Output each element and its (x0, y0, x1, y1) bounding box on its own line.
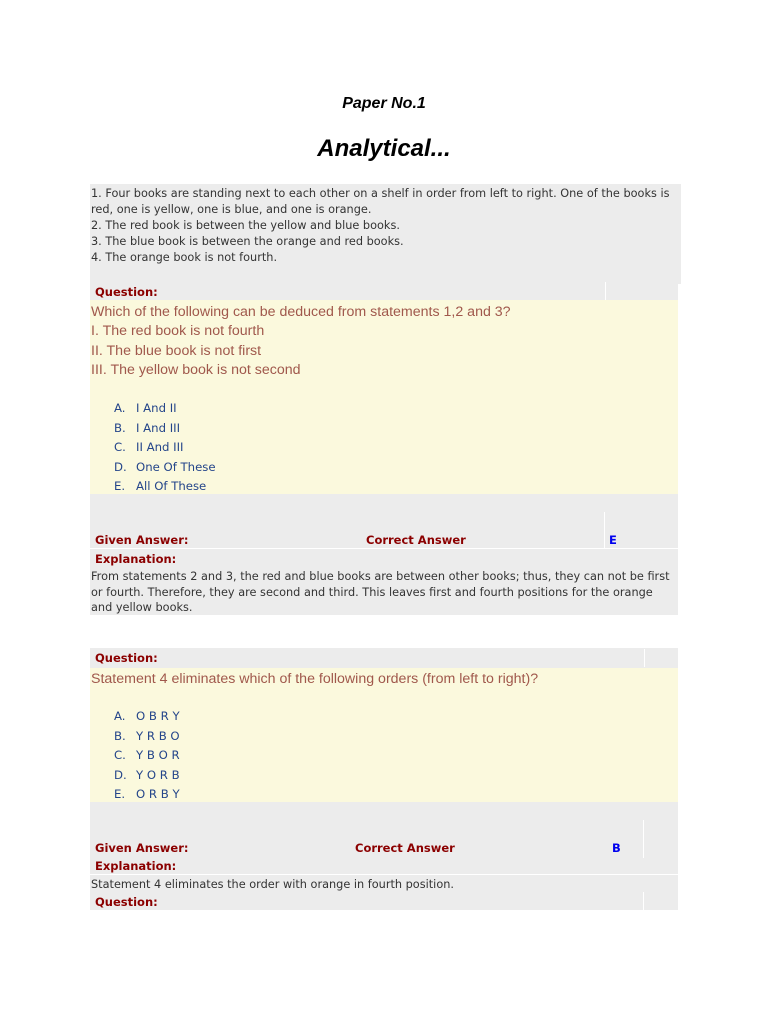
given-answer-label: Given Answer: (95, 533, 189, 547)
question-1-options (114, 399, 216, 497)
question-2-header (90, 648, 678, 668)
option-text: I And II (136, 401, 177, 415)
option-text: All Of These (136, 479, 207, 493)
question-3-label: Question: (95, 895, 158, 909)
column-divider (644, 649, 645, 667)
explanation-line: or fourth. Therefore, they are second and third. This leaves first and fourth positions for the orange (91, 585, 653, 599)
explanation-line: and yellow books. (91, 601, 193, 615)
column-divider (643, 892, 644, 910)
option-d[interactable] (114, 766, 180, 786)
explanation-line: From statements 2 and 3, the red and blue books are between other books; thus, they can not be first (91, 570, 670, 583)
paper-number: Paper No.1 (342, 95, 426, 112)
explanation-label: Explanation: (95, 552, 177, 566)
option-b[interactable] (114, 727, 180, 747)
question-1-header (90, 280, 678, 300)
option-text: Y B O R (136, 748, 180, 762)
option-c[interactable] (114, 438, 216, 458)
correct-answer-value: E (609, 533, 617, 547)
question-2-label: Question: (95, 651, 158, 665)
intro-line: red, one is yellow, one is blue, and one is orange. (91, 203, 372, 216)
option-text: Y R B O (136, 728, 180, 743)
option-a[interactable] (114, 707, 180, 727)
correct-answer-label: Correct Answer (366, 533, 466, 547)
explanation-text (91, 569, 677, 616)
row-separator (90, 874, 678, 875)
option-letter: A. (114, 401, 126, 415)
option-d[interactable] (114, 458, 216, 478)
intro-line: 3. The blue book is between the orange and red books. (91, 235, 404, 248)
option-c[interactable] (114, 746, 180, 766)
option-text: II And III (136, 440, 184, 454)
option-letter: D. (114, 767, 127, 782)
question-1-text-line: Which of the following can be deduced from statements 1,2 and 3? (91, 304, 511, 320)
option-b[interactable] (114, 419, 216, 439)
intro-line: 4. The orange book is not fourth. (91, 251, 278, 264)
explanation-line: Statement 4 eliminates the order with orange in fourth position. (91, 878, 454, 891)
column-divider (605, 282, 606, 300)
option-text: One Of These (136, 459, 216, 474)
option-text: O B R Y (136, 709, 180, 723)
option-letter: A. (114, 709, 126, 723)
option-letter: C. (114, 440, 126, 454)
question-1-text-line: I. The red book is not fourth (91, 323, 265, 340)
option-text: I And III (136, 420, 181, 435)
question-2-answer-row (90, 802, 678, 910)
option-letter: D. (114, 459, 127, 474)
option-text: O R B Y (136, 787, 180, 801)
section-title: Analytical... (317, 135, 451, 162)
question-1-text-line: II. The blue book is not first (91, 342, 262, 359)
question-1-label: Question: (95, 285, 158, 299)
correct-answer-value: B (612, 841, 621, 855)
given-answer-label: Given Answer: (95, 841, 189, 855)
intro-line: 1. Four books are standing next to each other on a shelf in order from left to right. One of the books is (91, 187, 670, 200)
question-2-text-line: Statement 4 eliminates which of the following orders (from left to right)? (91, 671, 539, 687)
correct-answer-label: Correct Answer (355, 841, 455, 855)
option-text: Y O R B (136, 767, 180, 782)
question-2-options (114, 707, 180, 805)
option-letter: E. (114, 787, 126, 801)
column-divider (643, 820, 644, 858)
explanation-label: Explanation: (95, 859, 177, 873)
row-separator (90, 548, 678, 549)
option-letter: B. (114, 420, 126, 435)
option-letter: C. (114, 748, 126, 762)
column-divider (604, 512, 605, 548)
option-letter: B. (114, 728, 126, 743)
option-a[interactable] (114, 399, 216, 419)
intro-line: 2. The red book is between the yellow and blue books. (91, 219, 400, 232)
option-letter: E. (114, 479, 126, 493)
question-1-text-line: III. The yellow book is not second (91, 361, 301, 378)
explanation-text (91, 877, 677, 893)
intro-statements (90, 184, 681, 284)
